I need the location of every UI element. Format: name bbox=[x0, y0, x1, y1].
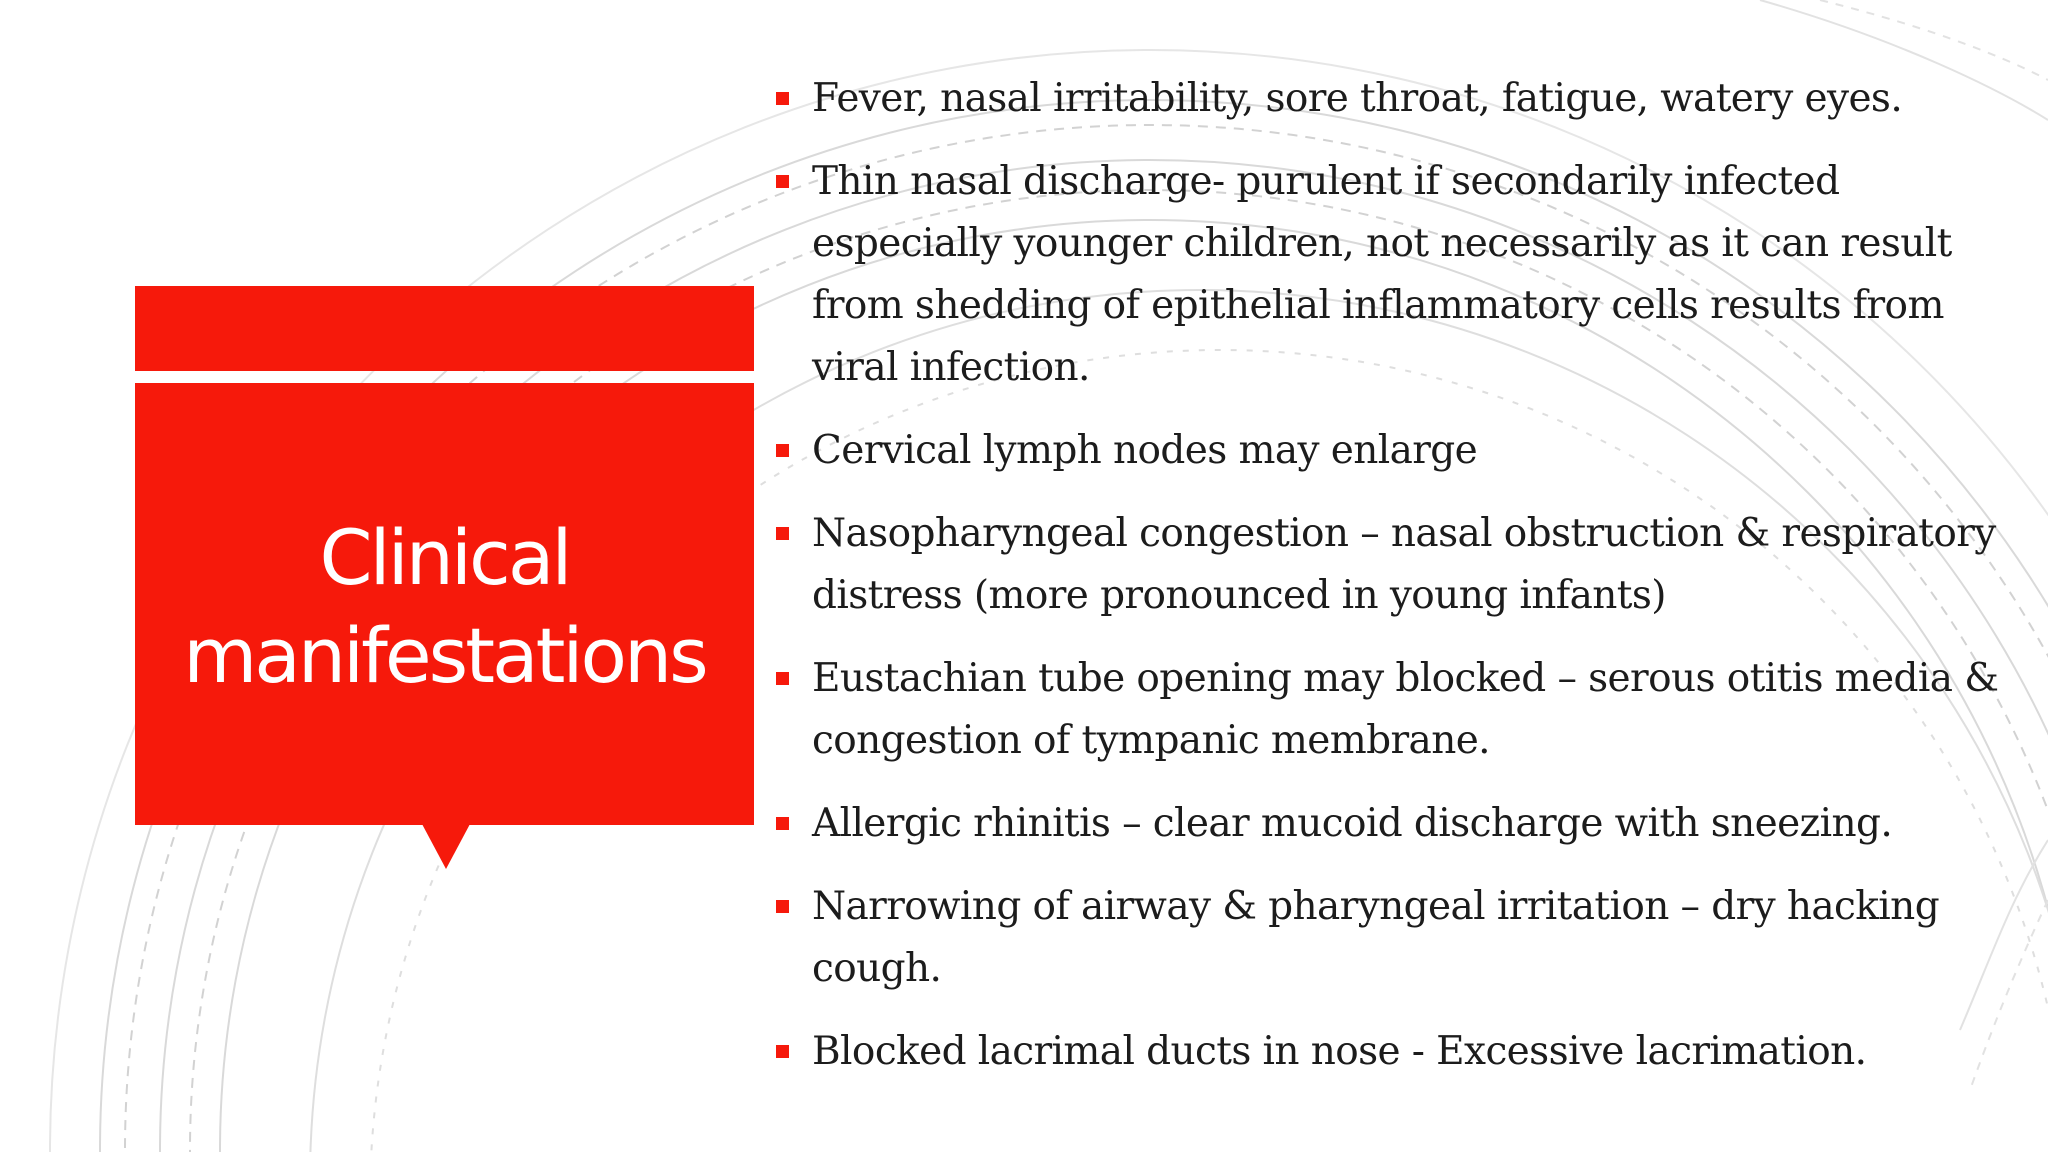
bullet-text: Narrowing of airway & pharyngeal irritation – dry hacking cough. bbox=[812, 884, 1940, 991]
bullet-item bbox=[776, 420, 2008, 482]
bullet-text: Fever, nasal irritability, sore throat, fatigue, watery eyes. bbox=[812, 76, 1903, 121]
bullet-text: Cervical lymph nodes may enlarge bbox=[812, 428, 1478, 473]
slide-title: Clinical manifestations bbox=[183, 513, 706, 700]
bullet-marker-icon bbox=[776, 672, 789, 685]
bullet-item bbox=[776, 68, 2008, 130]
bullet-list bbox=[776, 68, 2008, 1104]
title-box-pointer bbox=[422, 824, 470, 869]
bullet-text: Eustachian tube opening may blocked – serous otitis media & congestion of tympanic membrane. bbox=[812, 656, 1999, 763]
bullet-item bbox=[776, 648, 2008, 772]
bullet-marker-icon bbox=[776, 175, 789, 188]
bullet-text: Allergic rhinitis – clear mucoid discharge with sneezing. bbox=[812, 801, 1893, 846]
bullet-text: Nasopharyngeal congestion – nasal obstruction & respiratory distress (more pronounced in young infants) bbox=[812, 511, 1996, 618]
bullet-item bbox=[776, 793, 2008, 855]
bullet-marker-icon bbox=[776, 527, 789, 540]
bullet-marker-icon bbox=[776, 900, 789, 913]
title-box bbox=[135, 383, 754, 825]
bullet-item bbox=[776, 1021, 2008, 1083]
bullet-marker-icon bbox=[776, 817, 789, 830]
bullet-marker-icon bbox=[776, 444, 789, 457]
title-accent-strip bbox=[135, 286, 754, 371]
bullet-item bbox=[776, 503, 2008, 627]
bullet-marker-icon bbox=[776, 92, 789, 105]
bullet-marker-icon bbox=[776, 1045, 789, 1058]
bullet-item bbox=[776, 876, 2008, 1000]
bullet-item bbox=[776, 151, 2008, 399]
bullet-text: Thin nasal discharge- purulent if secondarily infected especially younger children, not necessarily as it can result from shedding of epithelial inflammatory cells results from viral infection. bbox=[812, 159, 1952, 390]
bullet-text: Blocked lacrimal ducts in nose - Excessive lacrimation. bbox=[812, 1029, 1867, 1074]
